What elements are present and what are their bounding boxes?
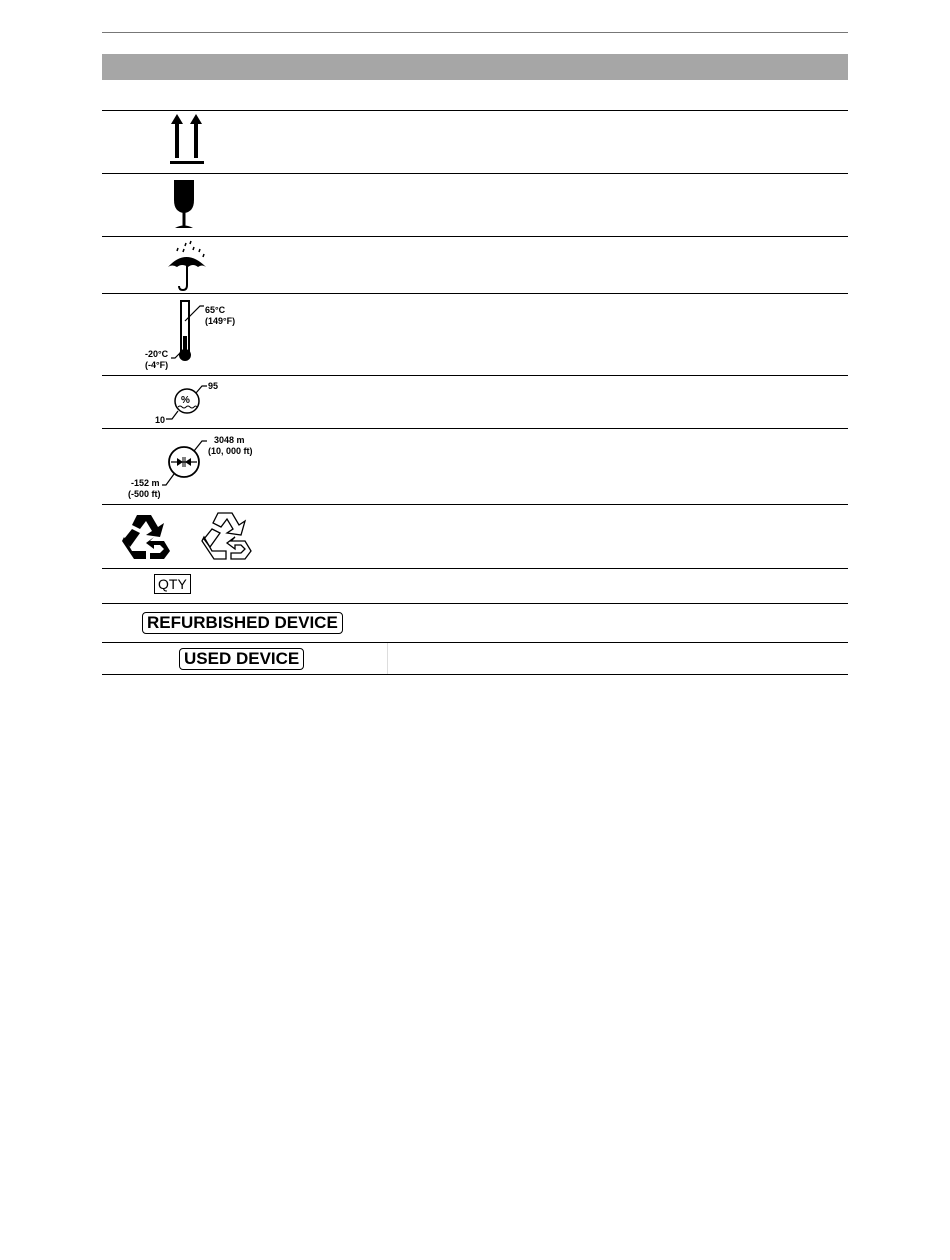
table-row-refurbished	[102, 604, 848, 643]
temperature-low-value: -20°C	[145, 349, 169, 359]
temperature-limit-icon	[142, 296, 262, 376]
recycle-solid-icon	[120, 511, 174, 563]
table-row-fragile	[102, 174, 848, 237]
temperature-high-alt-value: (149°F)	[205, 316, 236, 326]
table-row-humidity	[102, 376, 848, 429]
page-top-rule	[102, 32, 848, 33]
fragile-icon	[170, 178, 200, 234]
pressure-limit-icon	[126, 431, 276, 505]
recycle-outline-icon	[200, 509, 256, 563]
pressure-low-value: -152 m	[131, 478, 160, 488]
keep-dry-icon	[164, 239, 212, 293]
table-row-this-way-up	[102, 111, 848, 174]
table-header-bar	[102, 54, 848, 80]
this-way-up-icon	[168, 113, 208, 169]
table-row-recycle	[102, 505, 848, 569]
humidity-unit: %	[181, 395, 190, 406]
humidity-high-value: 95	[208, 381, 219, 391]
temperature-high-value: 65°C	[205, 305, 226, 315]
humidity-low-value: 10	[155, 415, 166, 425]
qty-label: QTY	[154, 574, 191, 594]
table-row-blank	[102, 80, 848, 111]
temperature-low-alt-value: (-4°F)	[145, 360, 169, 370]
table-row-temperature	[102, 294, 848, 376]
pressure-high-value: 3048 m	[214, 435, 245, 445]
table-row-keep-dry	[102, 237, 848, 294]
table-row-qty	[102, 569, 848, 604]
table-row-used	[102, 643, 848, 675]
humidity-limit-icon	[152, 379, 232, 429]
refurbished-device-label: REFURBISHED DEVICE	[142, 612, 343, 634]
pressure-low-alt-value: (-500 ft)	[128, 489, 161, 499]
table-row-pressure	[102, 429, 848, 505]
used-device-label: USED DEVICE	[179, 648, 304, 670]
pressure-high-alt-value: (10, 000 ft)	[208, 446, 253, 456]
column-divider	[387, 643, 388, 674]
